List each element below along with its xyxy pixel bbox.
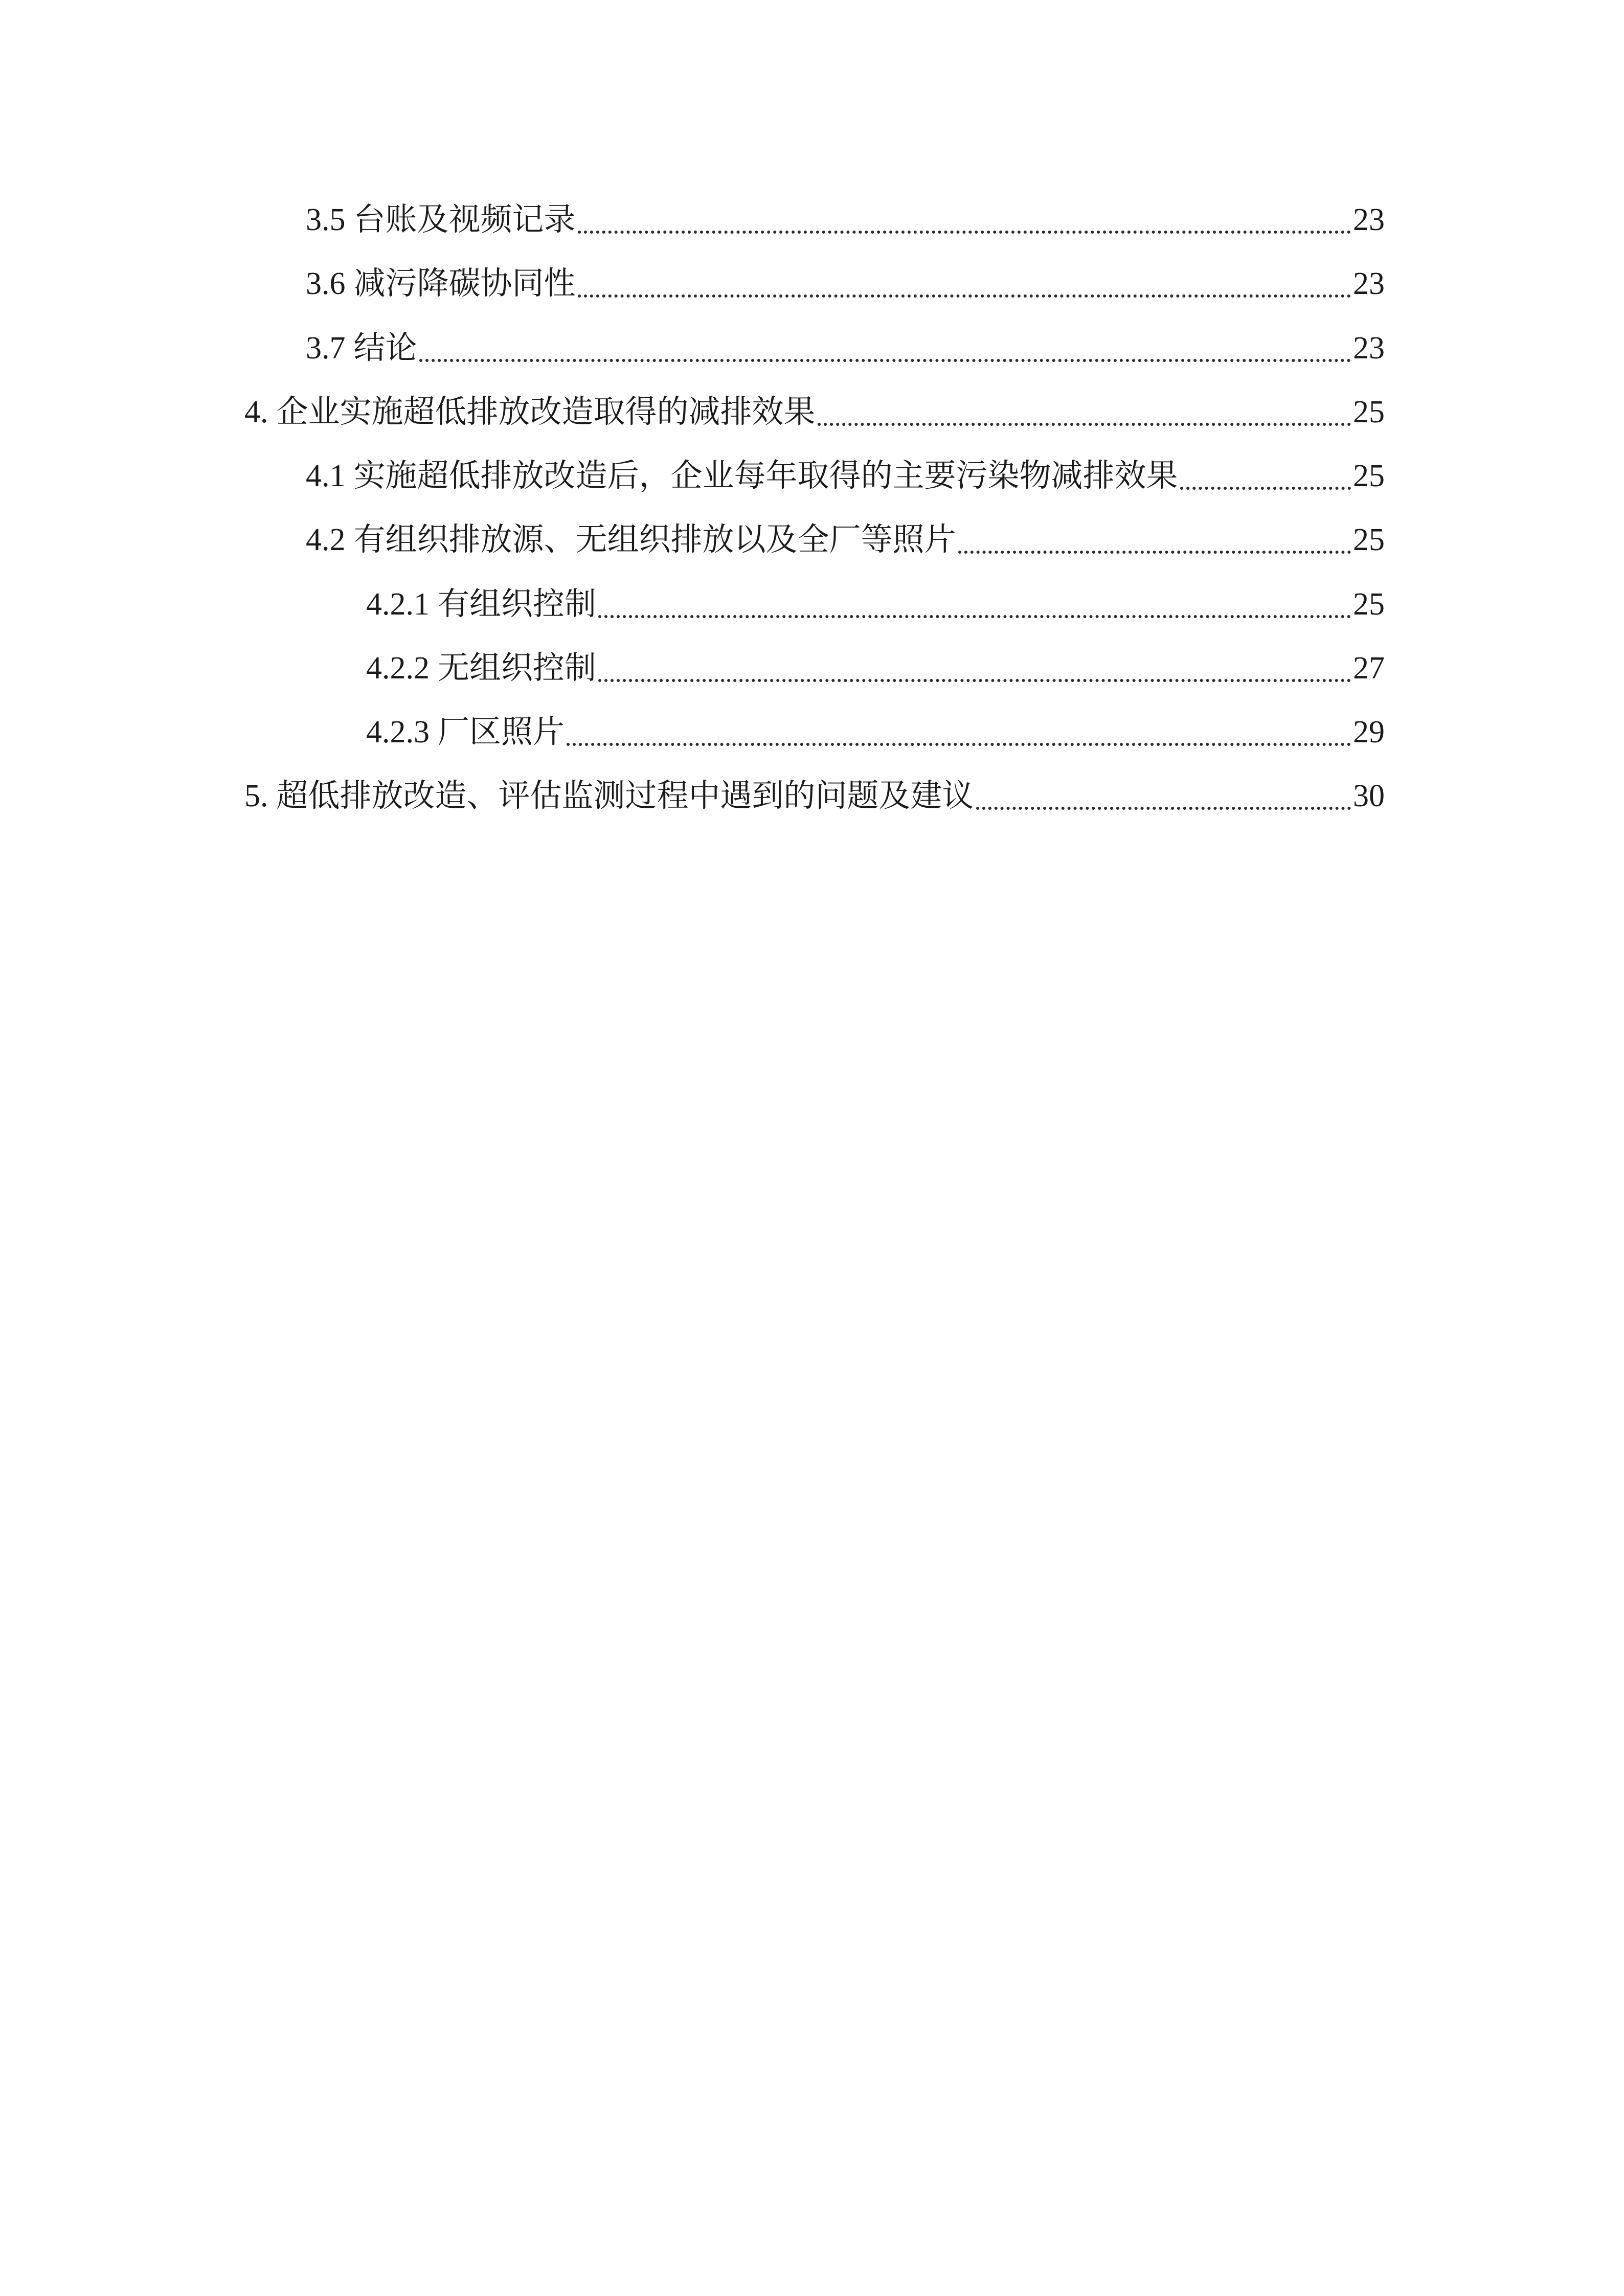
toc-dot-leader bbox=[1180, 487, 1351, 490]
toc-entry-page: 27 bbox=[1353, 651, 1385, 686]
toc-entry-4-1[interactable] bbox=[306, 453, 1385, 499]
toc-entry-title: 台账及视频记录 bbox=[353, 202, 576, 237]
toc-entry-page: 25 bbox=[1353, 395, 1385, 429]
toc-entry-title: 超低排放改造、评估监测过程中遇到的问题及建议 bbox=[276, 779, 974, 813]
toc-entry-page: 25 bbox=[1353, 587, 1385, 622]
toc-entry-4-2[interactable] bbox=[306, 517, 1385, 563]
toc-entry-number: 3.7 bbox=[306, 331, 346, 366]
toc-entry-number: 4.2 bbox=[306, 522, 346, 557]
toc-dot-leader bbox=[598, 615, 1351, 618]
toc-entry-number: 4.2.1 bbox=[366, 587, 430, 622]
toc-entry-4-2-3[interactable] bbox=[366, 709, 1385, 755]
toc-dot-leader bbox=[419, 359, 1351, 362]
toc-entry-3-7[interactable] bbox=[306, 325, 1385, 371]
toc-entry-title: 结论 bbox=[353, 331, 417, 366]
toc-entry-4[interactable] bbox=[244, 389, 1385, 435]
toc-entry-number: 3.5 bbox=[306, 202, 346, 237]
toc-entry-page: 23 bbox=[1353, 266, 1385, 301]
toc-entry-page: 29 bbox=[1353, 715, 1385, 749]
toc-entry-title: 实施超低排放改造后，企业每年取得的主要污染物减排效果 bbox=[353, 459, 1178, 493]
toc-dot-leader bbox=[958, 551, 1351, 554]
toc-entry-page: 30 bbox=[1353, 779, 1385, 813]
toc-dot-leader bbox=[578, 294, 1351, 298]
toc-entry-page: 25 bbox=[1353, 459, 1385, 493]
toc-entry-title: 减污降碳协同性 bbox=[353, 266, 576, 301]
toc-dot-leader bbox=[598, 679, 1351, 682]
toc-entry-page: 23 bbox=[1353, 202, 1385, 237]
toc-entry-number: 4.2.2 bbox=[366, 651, 430, 686]
toc-entry-title: 无组织控制 bbox=[438, 651, 597, 686]
toc-entry-3-6[interactable] bbox=[306, 261, 1385, 307]
toc-dot-leader bbox=[818, 423, 1351, 426]
toc-entry-title: 有组织排放源、无组织排放以及全厂等照片 bbox=[353, 522, 956, 557]
toc-entry-number: 4.2.3 bbox=[366, 715, 430, 749]
toc-dot-leader bbox=[567, 743, 1351, 746]
toc-entry-5[interactable] bbox=[244, 773, 1385, 819]
toc-entry-3-5[interactable] bbox=[306, 197, 1385, 243]
toc-entry-title: 有组织控制 bbox=[438, 587, 597, 622]
toc-entry-title: 企业实施超低排放改造取得的减排效果 bbox=[276, 395, 816, 429]
toc-entry-4-2-1[interactable] bbox=[366, 581, 1385, 627]
toc-entry-number: 5. bbox=[244, 779, 268, 813]
toc-dot-leader bbox=[976, 807, 1351, 810]
toc-entry-number: 4. bbox=[244, 395, 268, 429]
toc-entry-title: 厂区照片 bbox=[438, 715, 565, 749]
toc-entry-4-2-2[interactable] bbox=[366, 645, 1385, 691]
toc-entry-number: 3.6 bbox=[306, 266, 346, 301]
toc-entry-page: 23 bbox=[1353, 331, 1385, 366]
toc-dot-leader bbox=[578, 231, 1351, 234]
toc-entry-page: 25 bbox=[1353, 522, 1385, 557]
toc-entry-number: 4.1 bbox=[306, 459, 346, 493]
